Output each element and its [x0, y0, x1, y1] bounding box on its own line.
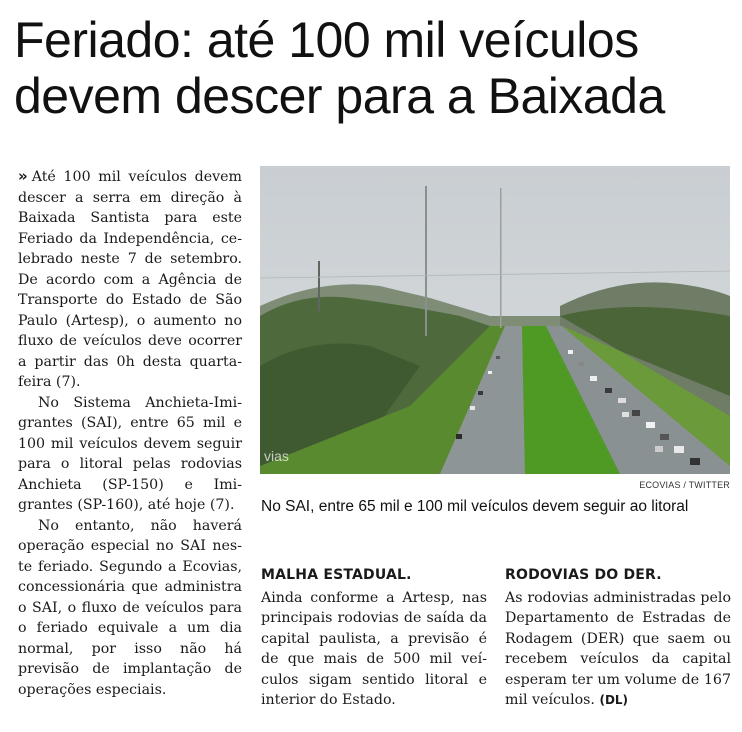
photo-credit: ECOVIAS / TWITTER — [639, 480, 730, 490]
paragraph-1-text: Até 100 mil veículos devem descer a serra em direção à Baixada Santista para este Feriado da Independência, celebrado neste 7 de setembro. De acordo com a Agência de Transporte do Estado de São Paulo (Artesp), o aumento no fluxo de veículos deve ocorrer a partir das 0h desta quarta-feira (7). — [18, 169, 242, 390]
highway-photo — [260, 166, 730, 474]
headline-line-2: devem descer para a Baixada — [14, 68, 665, 124]
photo-watermark: vias — [264, 448, 289, 464]
kicker-rodovias-der: RODOVIAS DO DER. — [505, 567, 662, 583]
paragraph-3: No entanto, não haverá operação especial no SAI neste feriado. Segundo a Ecovias, concessionária que administra o SAI, o fluxo de veículos para o feriado equivale a um dia normal, por isso não há previsão de implantação de operações especiais. — [18, 517, 242, 698]
photo-caption: No SAI, entre 65 mil e 100 mil veículos devem seguir ao litoral — [261, 498, 689, 515]
headline — [14, 12, 734, 124]
sidebar-rodovias-der — [505, 565, 731, 711]
highway-photo-illustration — [260, 166, 730, 474]
headline-line-1: Feriado: até 100 mil veículos — [14, 12, 639, 68]
article-body — [18, 166, 242, 700]
paragraph-1 — [18, 166, 242, 393]
author-signature: (DL) — [599, 693, 629, 707]
rodovias-der-text: As rodovias administradas pelo Departamento de Estradas de Rodagem (DER) que saem ou recebem veículos da capital esperam ter um volume de 167 mil veículos. — [505, 589, 731, 708]
malha-estadual-text: Ainda conforme a Artesp, nas principais rodovias de saída da capital paulista, a previsão é de que mais de 500 mil veículos sigam sentido litoral e interior do Estado. — [261, 589, 487, 708]
sidebar-malha-estadual — [261, 565, 487, 711]
kicker-malha-estadual: MALHA ESTADUAL. — [261, 567, 412, 583]
paragraph-2: No Sistema Anchieta-Imigrantes (SAI), entre 65 mil e 100 mil veículos devem seguir para o litoral pelas rodovias Anchieta (SP-150) e Imigrantes (SP-160), até hoje (7). — [18, 394, 242, 513]
chevron-marker-icon: » — [18, 167, 28, 185]
